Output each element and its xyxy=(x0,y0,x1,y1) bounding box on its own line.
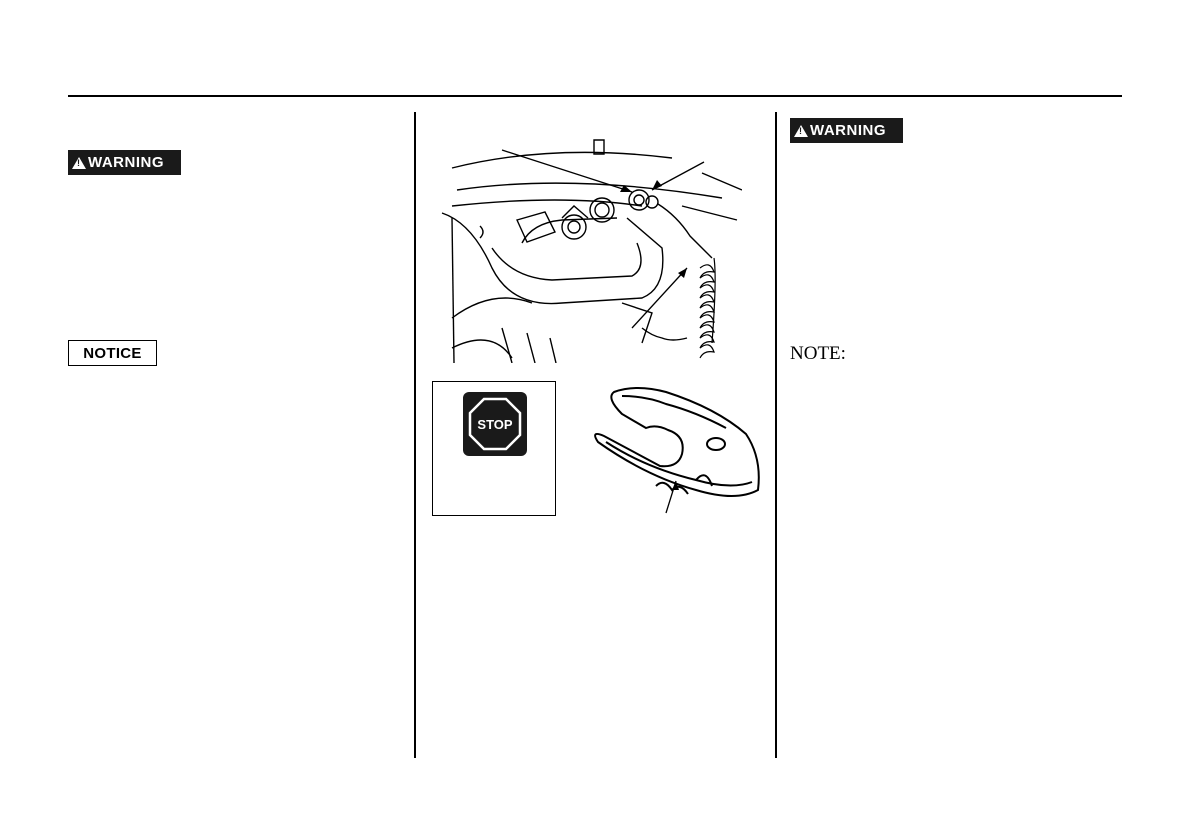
column-divider-right xyxy=(775,112,777,758)
warning-badge-label-right: WARNING xyxy=(810,122,886,139)
note-label: NOTE: xyxy=(790,343,846,364)
warning-badge-label: WARNING xyxy=(88,154,164,171)
stop-switch-clip-illustration xyxy=(586,378,766,518)
engine-stop-switch-illustration xyxy=(432,128,742,363)
stop-symbol-box xyxy=(432,381,556,516)
header-rule xyxy=(68,95,1122,97)
warning-badge xyxy=(68,150,181,175)
notice-badge xyxy=(68,340,157,366)
column-divider-left xyxy=(414,112,416,758)
stop-sign-label: STOP xyxy=(477,417,513,432)
warning-badge-right xyxy=(790,118,903,143)
notice-badge-label: NOTICE xyxy=(83,344,142,362)
warning-triangle-icon xyxy=(794,125,808,137)
stop-sign-icon xyxy=(463,392,527,456)
warning-triangle-icon xyxy=(72,157,86,169)
